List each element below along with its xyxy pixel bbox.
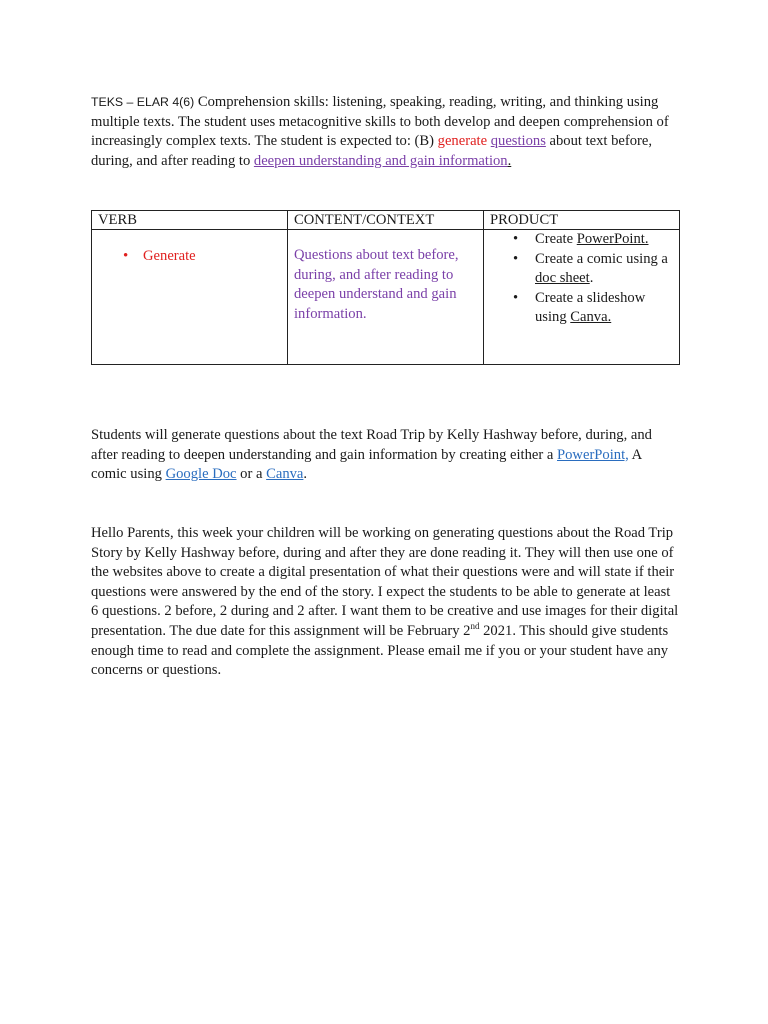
product-list	[490, 230, 673, 328]
verb-item: • Generate	[143, 247, 281, 267]
header-verb: VERB	[92, 211, 288, 230]
product-item-powerpoint: • Create PowerPoint.	[535, 230, 673, 250]
standard-purpose: deepen understanding and gain information	[253, 152, 508, 169]
standard-object: questions	[490, 133, 546, 150]
product-cell	[484, 230, 680, 365]
table-row	[92, 230, 680, 365]
summary-paragraph: Students will generate questions about the text Road Trip by Kelly Hashway before, during, and after reading to deepen understanding and gain information by creating either a PowerPoint, A comic using Google Doc or a Canva.	[91, 427, 652, 483]
powerpoint-link[interactable]: PowerPoint.	[576, 231, 649, 247]
canva-link[interactable]: Canva.	[570, 309, 612, 326]
standard-end: .	[507, 152, 512, 169]
canva-hyperlink[interactable]: Canva	[266, 466, 304, 483]
content-cell	[288, 230, 484, 365]
standard-verb: generate	[437, 133, 488, 150]
verb-cell	[92, 230, 288, 365]
google-doc-hyperlink[interactable]: Google Doc	[165, 466, 237, 483]
doc-sheet-link[interactable]: doc sheet	[535, 270, 590, 287]
verb-list	[98, 247, 281, 267]
header-content-context: CONTENT/CONTEXT	[288, 211, 484, 230]
document-page	[91, 93, 679, 679]
standard-paragraph	[91, 93, 679, 171]
table-header-row	[92, 211, 680, 230]
lesson-table	[91, 210, 680, 365]
header-product: PRODUCT	[484, 211, 680, 230]
date-ordinal: nd	[470, 621, 480, 632]
parents-paragraph: Hello Parents, this week your children will be working on generating questions about the Road Trip Story by Kelly Hashway before, during and after they are done reading it. They will then use one of the websites above to create a digital presentation of what their questions were and will state if their questions were answered by the end of the story. I expect the students to be able to generate at least 6 questions. 2 before, 2 during and 2 after. I want them to be creative and use images for their digital presentation. The due date for this assignment will be February 2nd 2021. This should give students enough time to read and complete the assignment. Please email me if you or your student have any concerns or questions.	[91, 525, 679, 679]
powerpoint-hyperlink[interactable]: PowerPoint,	[557, 446, 629, 463]
product-item-comic: • Create a comic using a doc sheet.	[535, 250, 673, 289]
product-item-slideshow: • Create a slideshow using Canva.	[535, 289, 673, 328]
standard-text: Comprehension skills: listening, speaking, reading, writing, and thinking using multiple texts. The student uses metacognitive skills to both develop and deepen comprehension of increasingly complex texts. The student is expected to: (B)	[91, 94, 669, 150]
standard-text-2: about text before, during, and after reading to	[91, 133, 653, 169]
standard-label: TEKS – ELAR 4(6)	[91, 95, 195, 109]
content-text: Questions about text before, during, and after reading to deepen understand and gain information.	[294, 247, 459, 322]
